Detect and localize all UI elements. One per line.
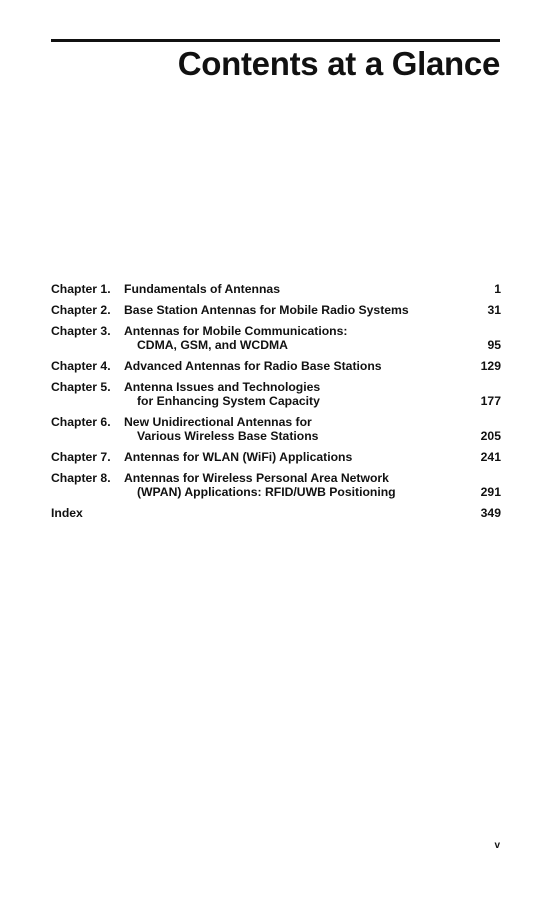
page-number: 177 <box>480 394 501 408</box>
toc-entry-chapter-2[interactable] <box>51 303 501 317</box>
toc-entry-chapter-8[interactable] <box>51 471 501 499</box>
chapter-title-continued: (WPAN) Applications: RFID/UWB Positioning <box>137 485 396 499</box>
page-number: 1 <box>494 282 501 296</box>
chapter-label: Chapter 3. <box>51 324 111 338</box>
page-folio: v <box>494 840 500 851</box>
index-spacer <box>124 506 461 520</box>
chapter-title-continued: Various Wireless Base Stations <box>137 429 319 443</box>
chapter-title: Antennas for Wireless Personal Area Network <box>124 471 389 485</box>
page-number: 291 <box>480 485 501 499</box>
index-label: Index <box>51 506 83 520</box>
chapter-label: Chapter 5. <box>51 380 111 394</box>
toc-entry-chapter-1[interactable] <box>51 282 501 296</box>
page-number: 31 <box>487 303 501 317</box>
chapter-label: Chapter 4. <box>51 359 111 373</box>
chapter-label: Chapter 8. <box>51 471 111 485</box>
toc-entry-chapter-7[interactable] <box>51 450 501 464</box>
chapter-title: New Unidirectional Antennas for <box>124 415 312 429</box>
chapter-label: Chapter 2. <box>51 303 111 317</box>
toc-entry-index[interactable] <box>51 506 501 520</box>
table-of-contents <box>51 282 501 527</box>
page-number: 129 <box>480 359 501 373</box>
chapter-label: Chapter 7. <box>51 450 111 464</box>
chapter-title: Antennas for Mobile Communications: <box>124 324 348 338</box>
page-number: 205 <box>480 429 501 443</box>
toc-entry-chapter-3[interactable] <box>51 324 501 352</box>
chapter-title-continued: for Enhancing System Capacity <box>137 394 320 408</box>
toc-entry-chapter-5[interactable] <box>51 380 501 408</box>
page-title: Contents at a Glance <box>177 45 500 82</box>
toc-entry-chapter-6[interactable] <box>51 415 501 443</box>
chapter-title: Base Station Antennas for Mobile Radio Systems <box>124 303 409 317</box>
page-number: 241 <box>480 450 501 464</box>
toc-entry-chapter-4[interactable] <box>51 359 501 373</box>
chapter-title: Antenna Issues and Technologies <box>124 380 321 394</box>
top-rule <box>51 39 500 42</box>
page-number: 95 <box>487 338 501 352</box>
chapter-label: Chapter 6. <box>51 415 111 429</box>
page-number: 349 <box>480 506 501 520</box>
chapter-title: Advanced Antennas for Radio Base Stations <box>124 359 382 373</box>
chapter-label: Chapter 1. <box>51 282 111 296</box>
chapter-title-continued: CDMA, GSM, and WCDMA <box>137 338 288 352</box>
chapter-title: Fundamentals of Antennas <box>124 282 280 296</box>
chapter-title: Antennas for WLAN (WiFi) Applications <box>124 450 353 464</box>
